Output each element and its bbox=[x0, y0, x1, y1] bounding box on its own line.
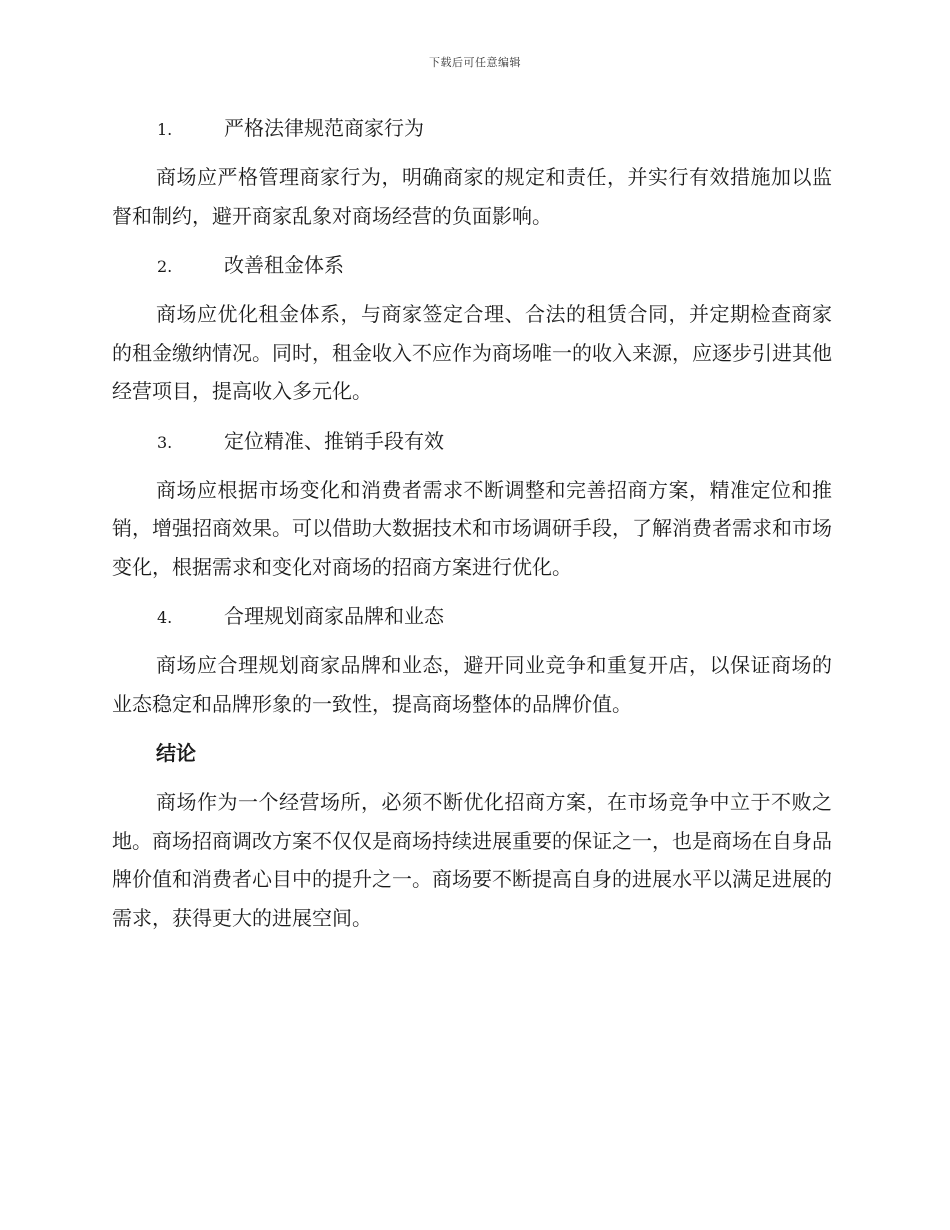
section-title: 合理规划商家品牌和业态 bbox=[224, 604, 444, 628]
section-number: 2. bbox=[157, 257, 173, 276]
section-number: 4. bbox=[157, 608, 173, 627]
section-paragraph-4: 商场应合理规划商家品牌和业态，避开同业竞争和重复开店，以保证商场的业态稳定和品牌形象的一致性，提高商场整体的品牌价值。 bbox=[112, 653, 832, 716]
section-title: 定位精准、推销手段有效 bbox=[224, 428, 444, 453]
section-paragraph-2: 商场应优化租金体系，与商家签定合理、合法的租赁合同，并定期检查商家的租金缴纳情况。同时，租金收入不应作为商场唯一的收入来源，应逐步引进其他经营项目，提高收入多元化。 bbox=[112, 302, 832, 403]
document-body bbox=[112, 112, 832, 951]
section-heading-1 bbox=[112, 112, 832, 146]
section-heading-4 bbox=[112, 600, 832, 634]
page-header: 下载后可任意编辑 bbox=[429, 56, 521, 69]
section-heading-2 bbox=[112, 249, 832, 283]
section-number: 3. bbox=[157, 432, 173, 452]
section-paragraph-1: 商场应严格管理商家行为，明确商家的规定和责任，并实行有效措施加以监督和制约，避开商家乱象对商场经营的负面影响。 bbox=[112, 165, 832, 228]
conclusion-title: 结论 bbox=[156, 741, 196, 765]
section-title: 改善租金体系 bbox=[224, 253, 344, 277]
section-number: 1. bbox=[157, 120, 173, 139]
conclusion-paragraph: 商场作为一个经营场所，必须不断优化招商方案，在市场竞争中立于不败之地。商场招商调改方案不仅仅是商场持续进展重要的保证之一，也是商场在自身品牌价值和消费者心目中的提升之一。商场要不断提高自身的进展水平以满足进展的需求，获得更大的进展空间。 bbox=[112, 790, 832, 930]
section-heading-3 bbox=[112, 425, 832, 459]
section-paragraph-3: 商场应根据市场变化和消费者需求不断调整和完善招商方案，精准定位和推销，增强招商效果。可以借助大数据技术和市场调研手段，了解消费者需求和市场变化，根据需求和变化对商场的招商方案进行优化。 bbox=[112, 477, 832, 579]
section-title: 严格法律规范商家行为 bbox=[224, 116, 424, 140]
